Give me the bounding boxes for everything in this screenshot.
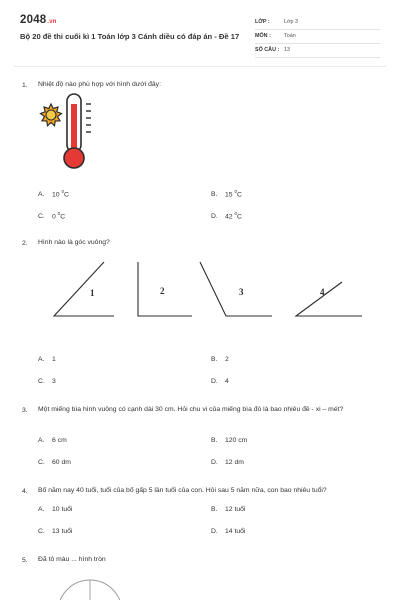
thermometer-icon — [64, 94, 91, 168]
option-suffix: C — [236, 191, 242, 199]
option-suffix: C — [60, 213, 66, 221]
option-letter: A. — [38, 191, 45, 199]
option-value: 2 — [225, 356, 229, 363]
option-value: 13 tuổi — [52, 528, 73, 535]
option-value: 15 — [225, 191, 233, 199]
angle-2-label: 2 — [160, 286, 165, 296]
question-4-option-c[interactable] — [38, 528, 72, 535]
document-title: Bộ 20 đề thi cuối kì 1 Toán lớp 3 Cánh diều có đáp án - Đề 17 — [20, 32, 240, 41]
angle-1-label: 1 — [90, 288, 95, 298]
option-letter: C. — [38, 528, 45, 535]
question-1-figure — [36, 92, 108, 174]
meta-value: Lớp 3 — [284, 19, 299, 25]
option-letter: D. — [211, 213, 218, 221]
option-value: 12 dm — [225, 459, 244, 466]
option-unit: 0 — [57, 211, 61, 216]
logo-suffix: .vn — [47, 19, 57, 25]
question-4-option-a[interactable] — [38, 506, 72, 513]
question-2-option-b[interactable] — [211, 356, 229, 363]
question-3-option-b[interactable] — [211, 437, 247, 444]
meta-label: MÔN : — [255, 33, 271, 39]
question-1-text: Nhiệt độ nào phù hợp với hình dưới đây: — [38, 81, 161, 88]
question-1-option-c[interactable] — [38, 211, 65, 220]
option-value: 3 — [52, 378, 56, 385]
angle-2-lines — [138, 262, 192, 316]
question-1-number: 1. — [22, 82, 28, 89]
option-letter: D. — [211, 528, 218, 535]
option-unit: 0 — [234, 189, 237, 194]
option-value: 10 — [52, 191, 60, 199]
option-letter: C. — [38, 378, 45, 385]
option-value: 12 tuổi — [225, 506, 246, 513]
option-value: 1 — [52, 356, 56, 363]
question-1-option-a[interactable] — [38, 189, 69, 198]
option-value: 14 tuổi — [225, 528, 246, 535]
option-value: 120 cm — [225, 437, 248, 444]
question-2-angle-figures — [40, 256, 380, 326]
question-2-option-c[interactable] — [38, 378, 56, 385]
option-letter: B. — [211, 437, 218, 444]
option-letter: A. — [38, 437, 45, 444]
angle-4-label: 4 — [320, 287, 325, 297]
option-letter: C. — [38, 459, 45, 466]
angle-1-lines — [54, 262, 114, 316]
question-4-text: Bố năm nay 40 tuổi, tuổi của bố gấp 5 lần tuổi của con. Hỏi sau 5 năm nữa, con bao nhiêu tuổi? — [38, 487, 327, 494]
option-unit: 0 — [234, 211, 237, 216]
option-letter: A. — [38, 356, 45, 363]
question-2-number: 2. — [22, 240, 28, 247]
question-3-option-c[interactable] — [38, 459, 71, 466]
question-3-text: Một miếng bìa hình vuông có cạnh dài 30 cm. Hỏi chu vi của miếng bìa đó là bao nhiêu đề - xi – mét? — [38, 406, 344, 413]
option-letter: B. — [211, 356, 218, 363]
header-divider — [14, 66, 386, 67]
meta-question-count — [255, 44, 380, 58]
sun-icon — [41, 104, 62, 126]
option-value: 6 cm — [52, 437, 67, 444]
question-3-number: 3. — [22, 407, 28, 414]
option-value: 10 tuổi — [52, 506, 73, 513]
option-value: 4 — [225, 378, 229, 385]
option-letter: D. — [211, 459, 218, 466]
question-5-circle-figure — [40, 576, 140, 600]
question-2-text: Hình nào là góc vuông? — [38, 239, 110, 246]
meta-class — [255, 16, 380, 30]
option-letter: B. — [211, 191, 218, 199]
question-4-option-d[interactable] — [211, 528, 245, 535]
question-5-number: 5. — [22, 557, 28, 564]
option-value: 42 — [225, 213, 233, 221]
meta-label: LỚP : — [255, 19, 270, 25]
meta-subject — [255, 30, 380, 44]
question-2-option-a[interactable] — [38, 356, 56, 363]
angle-4-lines — [296, 282, 362, 316]
meta-value: Toán — [284, 33, 296, 39]
angle-3-lines — [200, 262, 272, 316]
option-suffix: C — [236, 213, 242, 221]
option-letter: D. — [211, 378, 218, 385]
option-letter: A. — [38, 506, 45, 513]
question-5-text: Đã tô màu ... hình tròn — [38, 556, 106, 563]
meta-value: 13 — [284, 47, 290, 53]
question-2-option-d[interactable] — [211, 378, 229, 385]
option-value: 60 dm — [52, 459, 71, 466]
option-unit: 0 — [61, 189, 64, 194]
option-letter: C. — [38, 213, 45, 221]
question-3-option-a[interactable] — [38, 437, 67, 444]
question-4-option-b[interactable] — [211, 506, 245, 513]
option-value: 0 — [52, 213, 56, 221]
option-letter: B. — [211, 506, 218, 513]
option-suffix: C — [63, 191, 69, 199]
question-1-option-b[interactable] — [211, 189, 242, 198]
logo-text: 2048 — [20, 14, 47, 26]
question-3-option-d[interactable] — [211, 459, 244, 466]
meta-label: SỐ CÂU : — [255, 47, 280, 53]
angle-3-label: 3 — [239, 287, 244, 297]
site-logo[interactable] — [20, 14, 57, 26]
question-4-number: 4. — [22, 488, 28, 495]
question-1-option-d[interactable] — [211, 211, 242, 220]
